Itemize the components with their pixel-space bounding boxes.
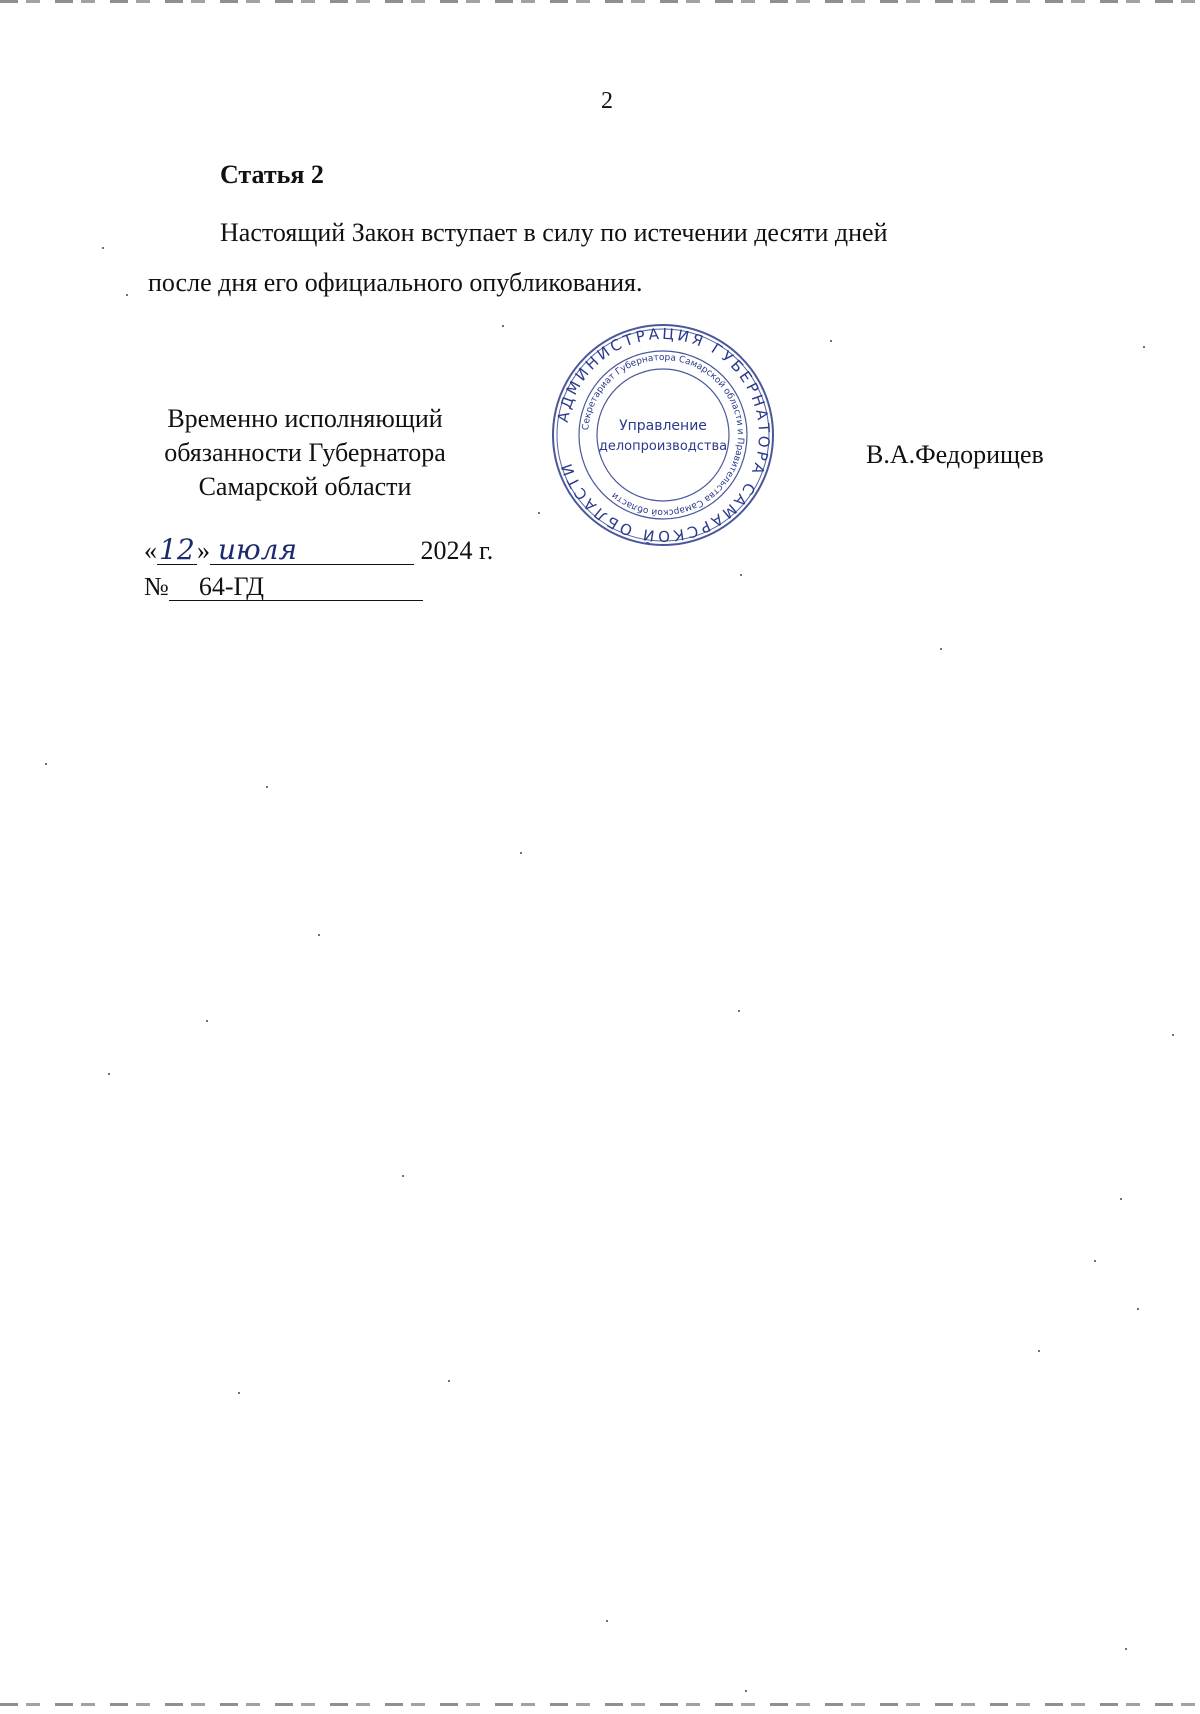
article-paragraph-line1: Настоящий Закон вступает в силу по истечении десяти дней xyxy=(220,218,888,247)
seal-center-line2: делопроизводства xyxy=(598,439,728,454)
speck xyxy=(520,852,522,854)
speck xyxy=(502,325,504,327)
date-open-quote: « xyxy=(144,536,157,565)
date-close-quote: » xyxy=(197,536,210,565)
seal-center-line1: Управление xyxy=(619,418,707,434)
speck xyxy=(1137,1308,1139,1310)
signatory-line3: Самарской области xyxy=(198,472,412,501)
registration-number xyxy=(144,572,423,602)
speck xyxy=(1172,1034,1174,1036)
page-number: 2 xyxy=(601,88,613,114)
speck xyxy=(318,934,320,936)
speck xyxy=(206,1020,208,1022)
speck xyxy=(740,574,742,576)
speck xyxy=(745,1690,747,1692)
article-title: Статья 2 xyxy=(220,160,324,189)
speck xyxy=(1143,346,1145,348)
speck xyxy=(606,1620,608,1622)
speck xyxy=(1125,1648,1127,1650)
speck xyxy=(266,786,268,788)
speck xyxy=(448,1380,450,1382)
speck xyxy=(738,1010,740,1012)
speck xyxy=(238,1392,240,1394)
article-paragraph xyxy=(148,208,1068,308)
signing-date xyxy=(144,533,494,570)
signer-name: В.А.Федорищев xyxy=(866,440,1044,469)
signatory-line1: Временно исполняющий xyxy=(167,404,443,433)
speck xyxy=(830,340,832,342)
speck xyxy=(940,648,942,650)
speck xyxy=(402,1175,404,1177)
speck xyxy=(1094,1260,1096,1262)
seal-inner-ring-text: Секретариат Губернатора Самарской области и Правительства Самарской области xyxy=(581,352,746,518)
article-body xyxy=(148,208,1068,308)
speck xyxy=(45,763,47,765)
signatory-line2: обязанности Губернатора xyxy=(164,438,446,467)
seal-outer-text: АДМИНИСТРАЦИЯ ГУБЕРНАТОРА САМАРСКОЙ ОБЛАСТИ xyxy=(553,324,774,546)
scan-edge-top xyxy=(0,0,1200,3)
date-month-handwritten: июля xyxy=(218,533,298,566)
date-year: 2024 г. xyxy=(420,536,494,565)
registration-number-field xyxy=(169,574,423,601)
speck xyxy=(538,512,540,514)
registration-number-handwritten: 64-ГД xyxy=(198,572,264,601)
speck xyxy=(1120,1198,1122,1200)
date-day-field xyxy=(157,533,197,566)
speck xyxy=(126,294,128,296)
scan-edge-bottom xyxy=(0,1703,1200,1706)
article-paragraph-line2: после дня его официального опубликования. xyxy=(148,268,643,297)
signatory-title xyxy=(140,402,470,504)
registration-prefix: № xyxy=(144,572,169,601)
speck xyxy=(1038,1350,1040,1352)
date-day-handwritten: 12 xyxy=(159,533,195,566)
speck xyxy=(108,1073,110,1075)
official-seal-stamp xyxy=(548,320,778,550)
date-month-field xyxy=(210,533,414,566)
speck xyxy=(102,247,104,249)
